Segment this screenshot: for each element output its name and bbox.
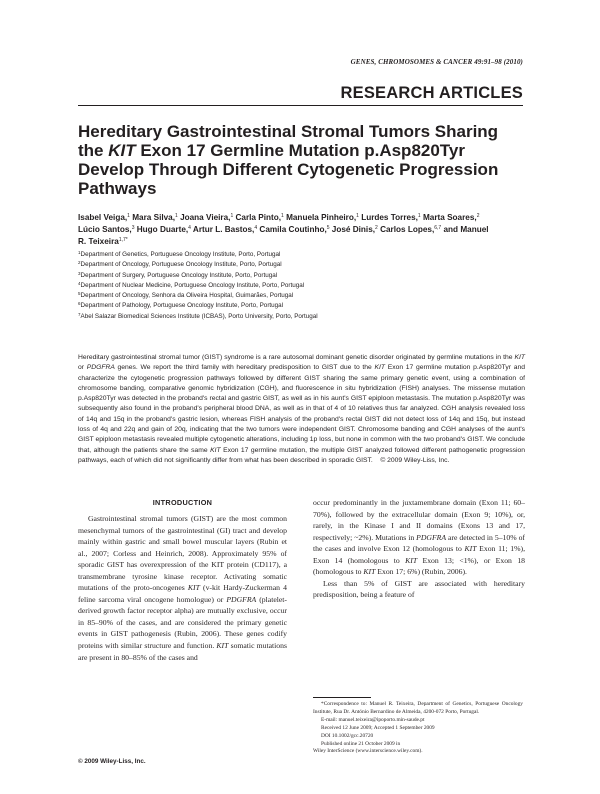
affiliation-text: Department of Surgery, Portuguese Oncology Institute, Porto, Portugal: [80, 271, 278, 279]
affiliation-text: Department of Oncology, Senhora da Oliveira Hospital, Guimarães, Portugal: [80, 292, 294, 300]
abstract-text: or: [78, 364, 87, 372]
article-title: [78, 122, 508, 198]
author-name: Joana Vieira,: [180, 213, 231, 222]
author: [78, 213, 130, 222]
section-title: RESEARCH ARTICLES: [340, 84, 523, 102]
abstract-text: Exon 17 germline mutation p.Asp820Tyr and characterize the cytogenetic progression pathways followed by different GIST sharing the same primary genetic event, using a combination of chromosome banding, comparative genomic hybridization (CGH), and fluorescence in situ hybridization (FISH) analyses. The missense mutation p.Asp820Tyr was detected in the proband's rectal and gastric GIST, as well as in his aunt's GIST epiploon metastasis. The mutation p.Asp820Tyr was subsequently also found in the proband's peripheral blood DNA, as well as in that of 4 of 10 relatives thus far analyzed. CGH analysis revealed loss of 14q and 15q in the proband's gastric lesion, whereas FISH analysis of the proband's rectal GIST did not detect loss of 14q and 15q, but instead loss of 4q and 22q and gain of 20q, indicating that the two tumors were independent GIST. Chromosome banding and CGH analyses of the aunt's GIST epiploon metastasis revealed multiple cytogenetic alterations, including 1p loss, but none in common with the two proband's GIST. We conclude that, although the patients share the same: [78, 364, 525, 454]
author: [193, 225, 257, 234]
title-gene: KIT: [108, 141, 136, 160]
affiliation: [78, 312, 498, 322]
body-text: Exon 11; 1%), Exon 14 (homologous to: [313, 544, 525, 565]
author: [423, 213, 479, 222]
abstract-text: genes. We report the third family with hereditary predisposition to GIST due to the: [114, 364, 375, 372]
affiliation-text: Department of Pathology, Portuguese Oncology Institute, Porto, Portugal: [80, 302, 284, 310]
abstract-text: Exon 17 germline mutation, the multiple GIST analyzed followed different pathogenetic progression pathways, each of which did not significantly differ from what has been described in sporadic GIST.: [78, 446, 525, 464]
doi: DOI 10.1002/gcc.20720: [321, 732, 374, 739]
affiliation-number: 2: [78, 260, 81, 266]
correspondence-note: *Correspondence to: Manuel R. Teixeira, Department of Genetics, Portuguese Oncology Institute, Rua Dr. António Bernardino de Almeida, 4200-072 Porto, Portugal.: [313, 701, 523, 715]
author-affiliation-number: 4: [254, 225, 258, 231]
author-affiliation-number: 1,7*: [118, 237, 128, 243]
affiliation-number: 5: [78, 291, 81, 297]
author: [132, 213, 178, 222]
author-affiliation-number: 1: [356, 213, 359, 219]
affiliation-number: 4: [78, 280, 81, 286]
affiliation: [78, 291, 498, 301]
title-part-2: Exon 17 Germline Mutation p.Asp820Tyr Develop Through Different Cytogenetic Progression Pathways: [78, 141, 499, 198]
abstract: [78, 353, 525, 466]
author-name: Isabel Veiga,: [78, 213, 128, 222]
body-text: occur predominantly in the juxtamembrane domain (Exon 11; 60–70%), followed by the extracellular domain (Exon 9; 10%), or, rarely, in the Kinase I and II domains (Exons 13 and 17, respectively; ~2%). Mutations in: [313, 498, 525, 542]
author: [380, 225, 441, 234]
author-name: Camila Coutinho,: [259, 225, 327, 234]
body-paragraph: [313, 497, 525, 578]
affiliation: [78, 281, 498, 291]
publication-details: [313, 725, 523, 749]
body-text: (v-kit Hardy-Zuckerman 4 feline sarcoma viral oncogene homologue) or: [78, 583, 287, 604]
copyright-footer: © 2009 Wiley-Liss, Inc.: [78, 758, 146, 765]
gene-name: KIT: [210, 446, 221, 454]
affiliation-number: 6: [78, 301, 81, 307]
affiliation: [78, 250, 498, 260]
introduction-left-column: [78, 513, 287, 663]
gene-name: KIT: [464, 544, 477, 554]
title-part-1: Hereditary Gastrointestinal Stromal Tumors Sharing the: [78, 122, 499, 160]
author-list: [78, 212, 498, 248]
received-accepted-dates: Received 12 June 2009; Accepted 1 September 2009: [321, 724, 435, 731]
author: [332, 225, 378, 234]
affiliation: [78, 271, 498, 281]
correspondence-footnote: [313, 701, 523, 756]
gene-name: KIT: [363, 567, 376, 577]
author-name: Artur L. Bastos,: [192, 225, 255, 234]
author-name: and Manuel R. Teixeira: [78, 225, 489, 246]
author-affiliation-number: 3: [131, 225, 135, 231]
affiliation-number: 1: [78, 250, 81, 255]
footnote-divider: [313, 697, 371, 698]
introduction-right-column: [313, 497, 525, 601]
correspondence-email: E-mail: manuel.teixeira@ipoporto.min-saude.pt: [321, 716, 425, 723]
author-affiliation-number: 5: [326, 225, 330, 231]
author-affiliation-number: 1: [127, 213, 130, 219]
body-text: are detected in 5–10% of the cases and involve Exon 12 (homologous to: [313, 532, 525, 554]
gene-name: KIT: [514, 354, 525, 361]
author: [236, 213, 284, 222]
abstract-text: Hereditary gastrointestinal stromal tumor (GIST) syndrome is a rare autosomal dominant genetic disorder originated by germline mutations in the: [78, 354, 515, 361]
author: [286, 213, 359, 222]
author: [78, 225, 134, 234]
author: [137, 225, 191, 234]
author-name: José Dinis,: [331, 225, 376, 234]
author: [259, 225, 329, 234]
gene-name: PDGFRA: [86, 364, 115, 372]
author-name: Manuela Pinheiro,: [286, 213, 357, 222]
abstract-copyright: © 2009 Wiley-Liss, Inc.: [380, 456, 450, 464]
author-affiliation-number: 1: [175, 213, 178, 219]
body-paragraph: Less than 5% of GIST are associated with hereditary predisposition, being a feature of: [313, 578, 525, 600]
gene-name: KIT: [374, 364, 385, 372]
author-name: Carla Pinto,: [235, 213, 281, 222]
body-text: somatic mutations are present in 80–85% of the cases and: [78, 641, 287, 662]
gene-name: KIT: [405, 555, 418, 565]
author-name: Hugo Duarte,: [136, 225, 189, 234]
body-text: Gastrointestinal stromal tumors (GIST) are the most common mesenchymal tumors of the gastrointestinal (GI) tract and develop mainly within gastric and small bowel muscular layers (Rubin et al., 2007; Corless and Heinrich, 2008). Approximately 95% of sporadic GIST has overexpression of the KIT protein (CD117), a transmembrane tyrosine kinase receptor. Activating somatic mutations of the proto-oncogenes: [78, 514, 287, 593]
author-name: Lurdes Torres,: [361, 213, 418, 222]
affiliation-number: 3: [78, 270, 81, 276]
affiliation-text: Department of Oncology, Portuguese Oncology Institute, Porto, Portugal: [80, 261, 282, 269]
publication-source: Wiley InterScience (www.interscience.wiley.com).: [313, 748, 423, 755]
body-text: Exon 13; <1%), or Exon 18 (homologous to: [313, 555, 526, 577]
author-affiliation-number: 1: [230, 213, 234, 219]
author-affiliation-number: 1: [281, 213, 284, 219]
section-divider: [78, 105, 523, 106]
affiliation-number: 7: [78, 311, 81, 317]
gene-name: KIT: [187, 583, 200, 593]
author-name: Carlos Lopes,: [380, 225, 435, 234]
author-affiliation-number: 2: [476, 213, 480, 219]
affiliation-text: Department of Nuclear Medicine, Portuguese Oncology Institute, Porto, Portugal: [80, 281, 305, 289]
introduction-heading: INTRODUCTION: [152, 498, 213, 507]
journal-header: GENES, CHROMOSOMES & CANCER 49:91–98 (2010): [350, 58, 523, 66]
published-online: Published online 21 October 2009 in: [321, 740, 401, 747]
gene-name: KIT: [216, 641, 229, 651]
author-name: Marta Soares,: [422, 213, 477, 222]
author-name: Lúcio Santos,: [78, 225, 132, 234]
author-affiliation-number: 1: [417, 213, 421, 219]
body-text: Exon 17; 6%) (Rubin, 2006).: [375, 567, 467, 577]
affiliation: [78, 301, 498, 311]
author: [361, 213, 421, 222]
body-text: (platelet-derived growth factor receptor alpha) are mutually exclusive, occur in 85–90% of the cases, and are considered the primary genetic events in GIST pathogenesis (Rubin, 2006). These genes codify proteins with similar structure and function.: [78, 594, 287, 651]
affiliation-list: [78, 250, 498, 322]
author-affiliation-number: 6,7: [434, 225, 442, 231]
affiliation: [78, 260, 498, 270]
gene-name: PDGFRA: [416, 532, 447, 542]
author-affiliation-number: 4: [188, 225, 191, 231]
author-affiliation-number: 2: [375, 225, 378, 231]
affiliation-text: Department of Genetics, Portuguese Oncology Institute, Porto, Portugal: [80, 251, 281, 258]
author-name: Mara Silva,: [132, 213, 175, 222]
author: [180, 213, 233, 222]
gene-name: PDGFRA: [226, 594, 257, 604]
affiliation-text: Abel Salazar Biomedical Sciences Institute (ICBAS), Porto University, Porto, Portugal: [80, 312, 318, 320]
